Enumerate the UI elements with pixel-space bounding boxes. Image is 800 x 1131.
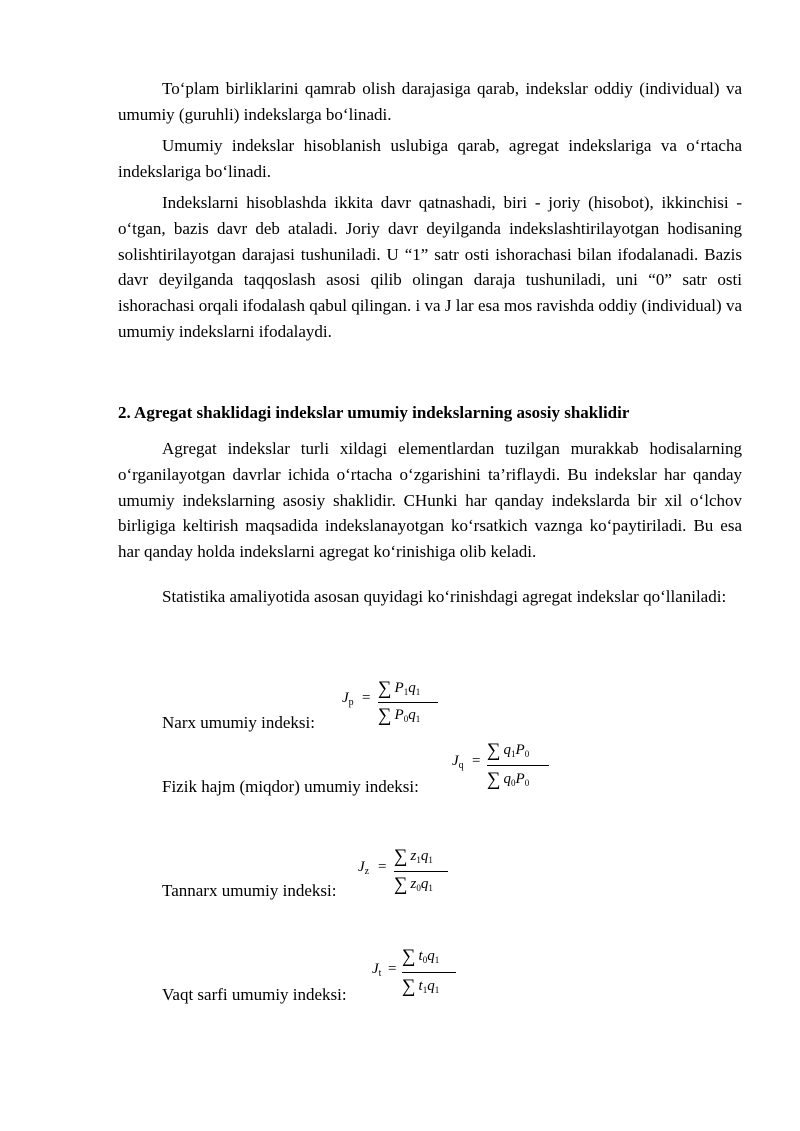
formula-denominator: ∑ $P_0q_1$ [378,705,421,726]
fraction-bar [378,702,438,703]
time-index-formula [372,946,482,996]
equals-sign: = [472,753,481,769]
cost-index-formula [358,846,468,896]
volume-index-formula [452,740,562,790]
section-heading: 2. Agregat shaklidagi indekslar umumiy indekslarning asosiy shaklidir [118,403,630,422]
formula-lhs: $J_z$ [358,859,370,877]
fraction-bar [487,765,549,766]
fraction-bar [394,871,448,872]
equals-sign: = [378,859,387,875]
formula-lhs: $J_t$ [372,961,382,979]
paragraph-general-indices: Umumiy indekslar hisoblanish uslubiga qarab, agregat indekslariga va o‘rtacha indekslariga bo‘linadi. [118,136,742,181]
paragraph-index-coverage: To‘plam birliklarini qamrab olish darajasiga qarab, indekslar oddiy (individual) va umumiy (guruhli) indekslarga bo‘linadi. [118,79,742,124]
formula-denominator: ∑ $z_0q_1$ [394,874,433,895]
paragraph-statistics-practice: Statistika amaliyotida asosan quyidagi ko‘rinishdagi agregat indekslar qo‘llaniladi: [162,587,727,606]
paragraph-aggregate-indices: Agregat indekslar turli xildagi elementlardan tuzilgan murakkab hodisalarning o‘rganilayotgan davrlar ichida o‘rtacha o‘zgarishini ta’riflaydi. Bu indekslar har qanday umumiy indekslarning asosiy shaklidir. CHunki har qanday indekslarda bir xil o‘lchov birligiga keltirish maqsadida indekslanayotgan ko‘rsatkich vaznga ko‘paytiriladi. Bu esa har qanday holda indekslarni agregat ko‘rinishiga olib keladi. [118,439,742,562]
time-index-label: Vaqt sarfi umumiy indeksi: [162,985,347,1004]
equals-sign: = [388,961,397,977]
formula-lhs: $J_p$ [342,690,354,708]
formula-numerator: ∑ $t_0q_1$ [402,946,440,967]
formula-numerator: ∑ $q_1P_0$ [487,740,530,761]
equals-sign: = [362,690,371,706]
price-index-label: Narx umumiy indeksi: [162,713,315,732]
price-index-formula [342,678,452,728]
fraction-bar [402,972,456,973]
cost-index-label: Tannarx umumiy indeksi: [162,881,337,900]
formula-denominator: ∑ $t_1q_1$ [402,976,440,997]
formula-denominator: ∑ $q_0P_0$ [487,769,530,790]
volume-index-label: Fizik hajm (miqdor) umumiy indeksi: [162,777,419,796]
formula-lhs: $J_q$ [452,753,464,771]
paragraph-periods: Indekslarni hisoblashda ikkita davr qatnashadi, biri - joriy (hisobot), ikkinchisi - o‘tgan, bazis davr deb ataladi. Joriy davr deyilganda indekslashtirilayotgan hodisaning solishtirilayotgan darajasi tushuniladi. U “1” satr osti ishorachasi bilan ifodalanadi. Bazis davr deyilganda taqqoslash asosi qilib olingan daraja tushuniladi, uni “0” satr osti ishorachasi orqali ifodalash qabul qilingan. i va J lar esa mos ravishda oddiy (individual) va umumiy indekslarni ifodalaydi. [118,193,742,341]
formula-numerator: ∑ $P_1q_1$ [378,678,421,699]
formula-numerator: ∑ $z_1q_1$ [394,846,433,867]
